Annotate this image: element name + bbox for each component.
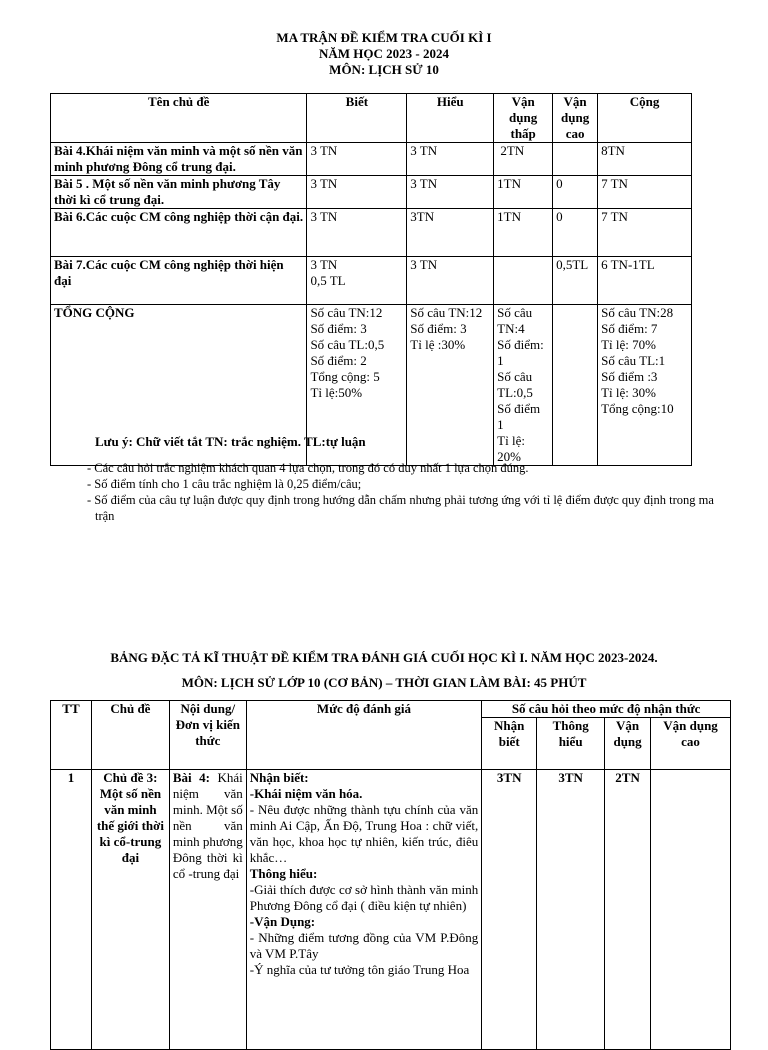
header-vdc: Vận dụng cao [553, 94, 598, 143]
header-muc-do: Mức độ đánh giá [246, 701, 481, 770]
cell-van-dung-cao [651, 770, 731, 1050]
table-row [51, 770, 731, 1050]
list-item: - Các câu hỏi trắc nghiệm khách quan 4 lựa chọn, trong đó có duy nhất 1 lựa chọn đúng. [87, 461, 529, 475]
matrix-title [0, 30, 768, 78]
matrix-title-line1: MA TRẬN ĐỀ KIỂM TRA CUỐI KÌ I [276, 30, 492, 45]
cell-tt: 1 [51, 770, 92, 1050]
cell-hieu: 3TN [407, 209, 494, 257]
cell-vdc [553, 143, 598, 176]
note-title: Lưu ý: Chữ viết tắt TN: trắc nghiệm. TL:tự luận [95, 434, 366, 449]
table-row [51, 176, 692, 209]
total-label: TỔNG CỘNG [51, 305, 307, 466]
header-vdt: Vận dụng thấp [494, 94, 553, 143]
row-topic: Bài 5 . Một số nền văn minh phương Tây thời kì cổ trung đại. [51, 176, 307, 209]
vd-text1: - Những điểm tương đồng của VM P.Đông và VM P.Tây [249, 930, 479, 961]
cell-van-dung: 2TN [605, 770, 651, 1050]
cell-biet: 3 TN [307, 143, 407, 176]
matrix-title-line2: NĂM HỌC 2023 - 2024 [319, 46, 449, 61]
nb-title: Nhận biết: [249, 770, 309, 785]
cell-thong-hieu: 3TN [537, 770, 605, 1050]
row-topic: Bài 6.Các cuộc CM công nghiệp thời cận đại. [51, 209, 307, 257]
vd-title: -Vận Dụng: [249, 914, 316, 929]
header-topic: Tên chủ đề [51, 94, 307, 143]
header-biet: Biết [307, 94, 407, 143]
total-vdt: Số câu TN:4 Số điểm: 1 Số câu TL:0,5 Số điểm 1 Tỉ lệ: 20% [494, 305, 553, 466]
cell-chu-de: Chủ đề 3: Một số nền văn minh thế giới thời kì cổ-trung đại [91, 770, 169, 1050]
total-biet: Số câu TN:12 Số điểm: 3 Số câu TL:0,5 Số điểm: 2 Tổng cộng: 5 Tỉ lệ:50% [307, 305, 407, 466]
header-cong: Cộng [598, 94, 692, 143]
header-tt: TT [51, 701, 92, 770]
spec-title-line2: MÔN: LỊCH SỬ LỚP 10 (CƠ BẢN) – THỜI GIAN LÀM BÀI: 45 PHÚT [181, 675, 587, 690]
total-cong: Số câu TN:28 Số điểm: 7 Tỉ lệ: 70% Số câu TL:1 Số điểm :3 Tỉ lệ: 30% Tổng cộng:10 [598, 305, 692, 466]
table-row [51, 209, 692, 257]
nb-sub: -Khái niệm văn hóa. [249, 786, 363, 801]
header-chu-de: Chủ đề [91, 701, 169, 770]
matrix-header-row [51, 94, 692, 143]
cell-vdt: 2TN [494, 143, 553, 176]
list-item: - Số điểm của câu tự luận được quy định trong hướng dẫn chấm nhưng phải tương ứng với tỉ lệ điểm được quy định trong ma trận [87, 493, 714, 523]
cell-cong: 7 TN [598, 176, 692, 209]
cell-biet: 3 TN [307, 176, 407, 209]
row-topic: Bài 7.Các cuộc CM công nghiệp thời hiện đại [51, 257, 307, 305]
cell-vdt [494, 257, 553, 305]
cell-vdc: 0,5TL [553, 257, 598, 305]
note-list [87, 460, 727, 524]
vd-text2: -Ý nghĩa của tư tưởng tôn giáo Trung Hoa [249, 962, 470, 977]
total-hieu: Số câu TN:12 Số điểm: 3 Tỉ lệ :30% [407, 305, 494, 466]
cell-vdc: 0 [553, 176, 598, 209]
cell-cong: 6 TN-1TL [598, 257, 692, 305]
noi-dung-label: Bài 4: [172, 770, 210, 785]
cell-cong: 7 TN [598, 209, 692, 257]
cell-hieu: 3 TN [407, 143, 494, 176]
cell-biet: 3 TN 0,5 TL [307, 257, 407, 305]
spec-header-row [51, 701, 731, 718]
table-row [51, 143, 692, 176]
cell-nhan-biet: 3TN [482, 770, 537, 1050]
th-title: Thông hiểu: [249, 866, 318, 881]
header-hieu: Hiểu [407, 94, 494, 143]
th-text: -Giải thích được cơ sở hình thành văn minh Phương Đông cổ đại ( điều kiện tự nhiên) [249, 882, 479, 913]
header-nhan-biet: Nhận biết [482, 718, 537, 770]
spec-table [50, 700, 731, 1050]
cell-hieu: 3 TN [407, 257, 494, 305]
header-so-cau: Số câu hỏi theo mức độ nhận thức [482, 701, 731, 718]
cell-hieu: 3 TN [407, 176, 494, 209]
cell-vdt: 1TN [494, 176, 553, 209]
table-row [51, 257, 692, 305]
list-item: - Số điểm tính cho 1 câu trắc nghiệm là 0,25 điểm/câu; [87, 477, 362, 491]
header-noi-dung: Nội dung/Đơn vị kiến thức [169, 701, 246, 770]
cell-vdc: 0 [553, 209, 598, 257]
cell-noi-dung [169, 770, 246, 1050]
cell-biet: 3 TN [307, 209, 407, 257]
cell-muc-do [246, 770, 481, 1050]
nb-text: - Nêu được những thành tựu chính của văn minh Ai Cập, Ấn Độ, Trung Hoa : chữ viết, văn học, khoa học tự nhiên, kiến trúc, điêu khắc… [249, 802, 479, 865]
matrix-title-line3: MÔN: LỊCH SỬ 10 [329, 62, 439, 77]
header-van-dung-cao: Vận dụng cao [651, 718, 731, 770]
noi-dung-text: Khái niệm văn minh. Một số nền văn minh phương Đông thời kì cổ -trung đại [172, 770, 243, 881]
header-van-dung: Vận dụng [605, 718, 651, 770]
header-thong-hieu: Thông hiểu [537, 718, 605, 770]
cell-vdt: 1TN [494, 209, 553, 257]
cell-cong: 8TN [598, 143, 692, 176]
spec-title-line1: BẢNG ĐẶC TẢ KĨ THUẬT ĐỀ KIỂM TRA ĐÁNH GIÁ CUỐI HỌC KÌ I. NĂM HỌC 2023-2024. [110, 650, 658, 665]
total-vdc [553, 305, 598, 466]
row-topic: Bài 4.Khái niệm văn minh và một số nền văn minh phương Đông cổ trung đại. [51, 143, 307, 176]
matrix-table [50, 93, 692, 466]
